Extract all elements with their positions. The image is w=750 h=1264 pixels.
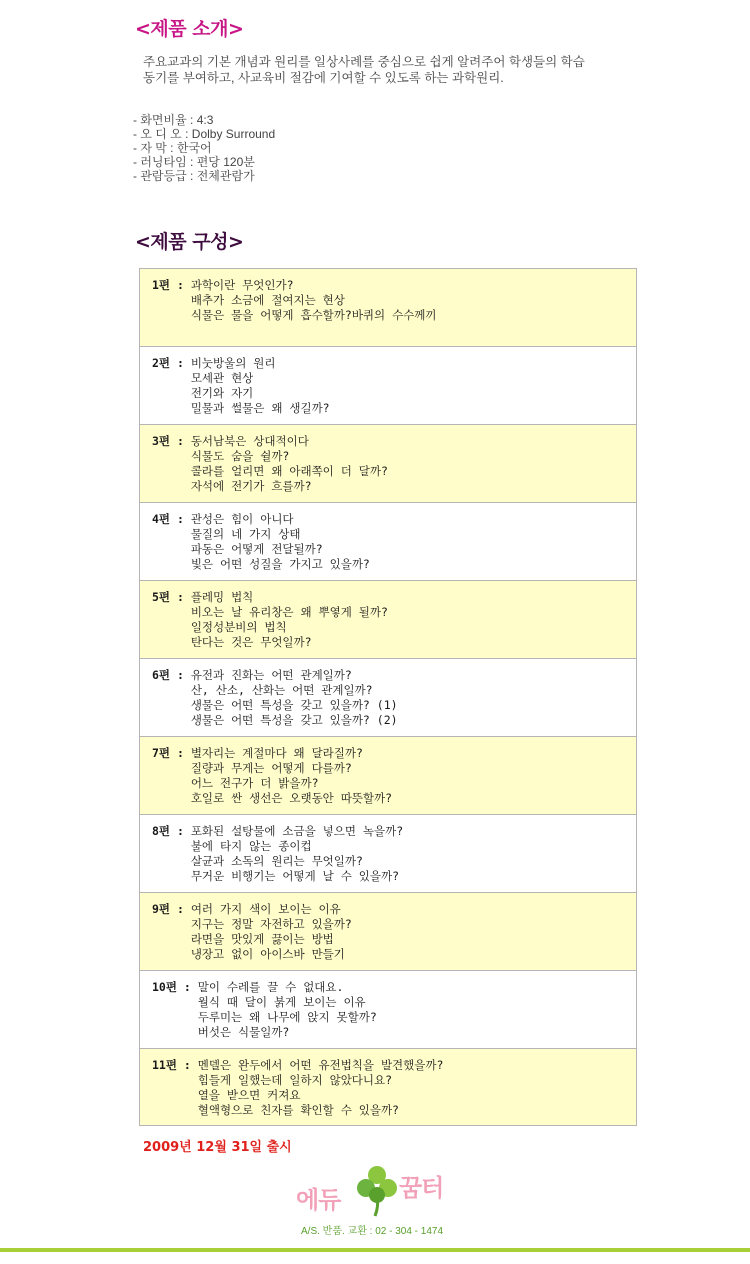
episode-topic: 멘델은 완두에서 어떤 유전법칙을 발견했을까? — [197, 1058, 444, 1072]
episode-topic: 빛은 어떤 성질을 가지고 있을까? — [190, 557, 370, 571]
episode-topic: 비오는 날 유리창은 왜 뿌옇게 될까? — [190, 605, 388, 619]
episode-topic-list — [191, 356, 330, 416]
episode-label: 8편 : — [152, 824, 191, 838]
episode-label: 5편 : — [152, 590, 191, 604]
episode-topic: 비눗방울의 원리 — [190, 356, 276, 370]
episode-label: 11편 : — [152, 1058, 198, 1072]
episode-topic: 유전과 진화는 어떤 관계일까? — [190, 668, 352, 682]
episode-topic: 산, 산소, 산화는 어떤 관계일까? — [190, 683, 373, 697]
episode-topic: 월식 때 달이 붉게 보이는 이유 — [197, 995, 366, 1009]
episode-topic: 열을 받으면 커져요 — [197, 1088, 301, 1102]
episode-row — [140, 503, 636, 581]
episode-label: 10편 : — [152, 980, 198, 994]
episode-label: 1편 : — [152, 278, 191, 292]
episode-topic: 식물은 물을 어떻게 흡수할까?바퀴의 수수께끼 — [190, 308, 437, 322]
edu-kkumteo-logo — [292, 1160, 472, 1222]
episode-topic: 라면을 맛있게 끓이는 방법 — [190, 932, 334, 946]
intro-description — [143, 54, 643, 86]
release-date: 2009년 12월 31일 출시 — [143, 1140, 292, 1155]
episode-row — [140, 815, 636, 893]
composition-section-title: <제품 구성> — [135, 231, 244, 253]
spec-subtitles: - 자 막 : 한국어 — [133, 141, 212, 155]
episode-topic: 모세관 현상 — [190, 371, 254, 385]
episode-label: 4편 : — [152, 512, 191, 526]
spec-list — [133, 113, 275, 183]
episode-topic: 무거운 비행기는 어떻게 날 수 있을까? — [190, 869, 399, 883]
clover-icon — [354, 1164, 400, 1218]
spec-audio: - 오 디 오 : Dolby Surround — [133, 127, 276, 141]
episode-topic: 살균과 소독의 원리는 무엇일까? — [190, 854, 363, 868]
episode-topic: 두루미는 왜 나무에 앉지 못할까? — [197, 1010, 377, 1024]
episode-topic: 과학이란 무엇인가? — [190, 278, 294, 292]
episode-topic: 배추가 소금에 절여지는 현상 — [190, 293, 345, 307]
episode-topic: 버섯은 식물일까? — [197, 1025, 290, 1039]
episode-topic: 식물도 숨을 쉴까? — [190, 449, 290, 463]
episode-label: 7편 : — [152, 746, 191, 760]
episode-topic: 콜라를 얼리면 왜 아래쪽이 더 달까? — [190, 464, 388, 478]
episode-topic: 관성은 힘이 아니다 — [190, 512, 294, 526]
episode-topic-list — [191, 824, 403, 884]
episode-topic: 말이 수레를 끌 수 없대요. — [197, 980, 344, 994]
episode-topic: 지구는 정말 자전하고 있을까? — [190, 917, 352, 931]
episode-topic: 동서남북은 상대적이다 — [190, 434, 309, 448]
episode-topic: 호일로 싼 생선은 오랫동안 따뜻할까? — [190, 791, 393, 805]
episode-topic: 여러 가지 색이 보이는 이유 — [190, 902, 341, 916]
episode-table — [139, 268, 637, 1126]
episode-topic: 생물은 어떤 특성을 갖고 있을까? (2) — [190, 713, 398, 727]
episode-topic: 일정성분비의 법칙 — [190, 620, 287, 634]
episode-topic: 전기와 자기 — [190, 386, 254, 400]
episode-row — [140, 893, 636, 971]
episode-topic: 질량과 무게는 어떻게 다를까? — [190, 761, 352, 775]
intro-description-line: 동기를 부여하고, 사교육비 절감에 기여할 수 있도록 하는 과학원리. — [143, 71, 504, 85]
episode-topic: 어느 전구가 더 밝을까? — [190, 776, 319, 790]
episode-topic-list — [191, 902, 352, 962]
logo-text-right: 꿈터 — [399, 1174, 444, 1202]
episode-topic: 생물은 어떤 특성을 갖고 있을까? (1) — [190, 698, 398, 712]
episode-label: 9편 : — [152, 902, 191, 916]
bottom-divider-bar — [0, 1248, 750, 1252]
episode-row — [140, 269, 636, 347]
episode-topic-list — [198, 980, 377, 1040]
episode-topic: 불에 타지 않는 종이컵 — [190, 839, 312, 853]
episode-label: 3편 : — [152, 434, 191, 448]
spec-rating: - 관람등급 : 전체관람가 — [133, 169, 255, 183]
episode-topic-list — [198, 1058, 444, 1118]
episode-label: 2편 : — [152, 356, 191, 370]
episode-row — [140, 737, 636, 815]
as-contact-info: A/S. 반품. 교환 : 02 - 304 - 1474 — [301, 1226, 444, 1237]
spec-aspect-ratio: - 화면비율 : 4:3 — [133, 113, 214, 127]
episode-topic: 별자리는 계절마다 왜 달라질까? — [190, 746, 363, 760]
episode-label: 6편 : — [152, 668, 191, 682]
episode-row — [140, 971, 636, 1049]
intro-description-line: 주요교과의 기본 개념과 원리를 일상사례를 중심으로 쉽게 알려주어 학생들의 학습 — [143, 55, 585, 69]
episode-topic: 파동은 어떻게 전달될까? — [190, 542, 323, 556]
episode-topic-list — [191, 668, 398, 728]
episode-topic: 냉장고 없이 아이스바 만들기 — [190, 947, 345, 961]
episode-topic: 자석에 전기가 흐를까? — [190, 479, 312, 493]
episode-row — [140, 347, 636, 425]
episode-topic-list — [191, 746, 392, 806]
episode-topic-list — [191, 278, 437, 323]
episode-row — [140, 1049, 636, 1125]
episode-topic: 밀물과 썰물은 왜 생길까? — [190, 401, 330, 415]
logo-text-left: 에듀 — [296, 1186, 341, 1214]
episode-row — [140, 425, 636, 503]
episode-topic: 힘들게 일했는데 일하지 않았다니요? — [197, 1073, 393, 1087]
episode-row — [140, 581, 636, 659]
episode-topic: 플레밍 법칙 — [190, 590, 254, 604]
spec-running-time: - 러닝타임 : 편당 120분 — [133, 155, 255, 169]
episode-row — [140, 659, 636, 737]
episode-topic-list — [191, 434, 388, 494]
episode-topic-list — [191, 590, 388, 650]
episode-topic: 포화된 설탕물에 소금을 넣으면 녹을까? — [190, 824, 404, 838]
episode-topic: 탄다는 것은 무엇일까? — [190, 635, 312, 649]
episode-topic: 혈액형으로 친자를 확인할 수 있을까? — [197, 1103, 399, 1117]
episode-topic: 물질의 네 가지 상태 — [190, 527, 301, 541]
intro-section-title: <제품 소개> — [135, 18, 244, 40]
episode-topic-list — [191, 512, 370, 572]
